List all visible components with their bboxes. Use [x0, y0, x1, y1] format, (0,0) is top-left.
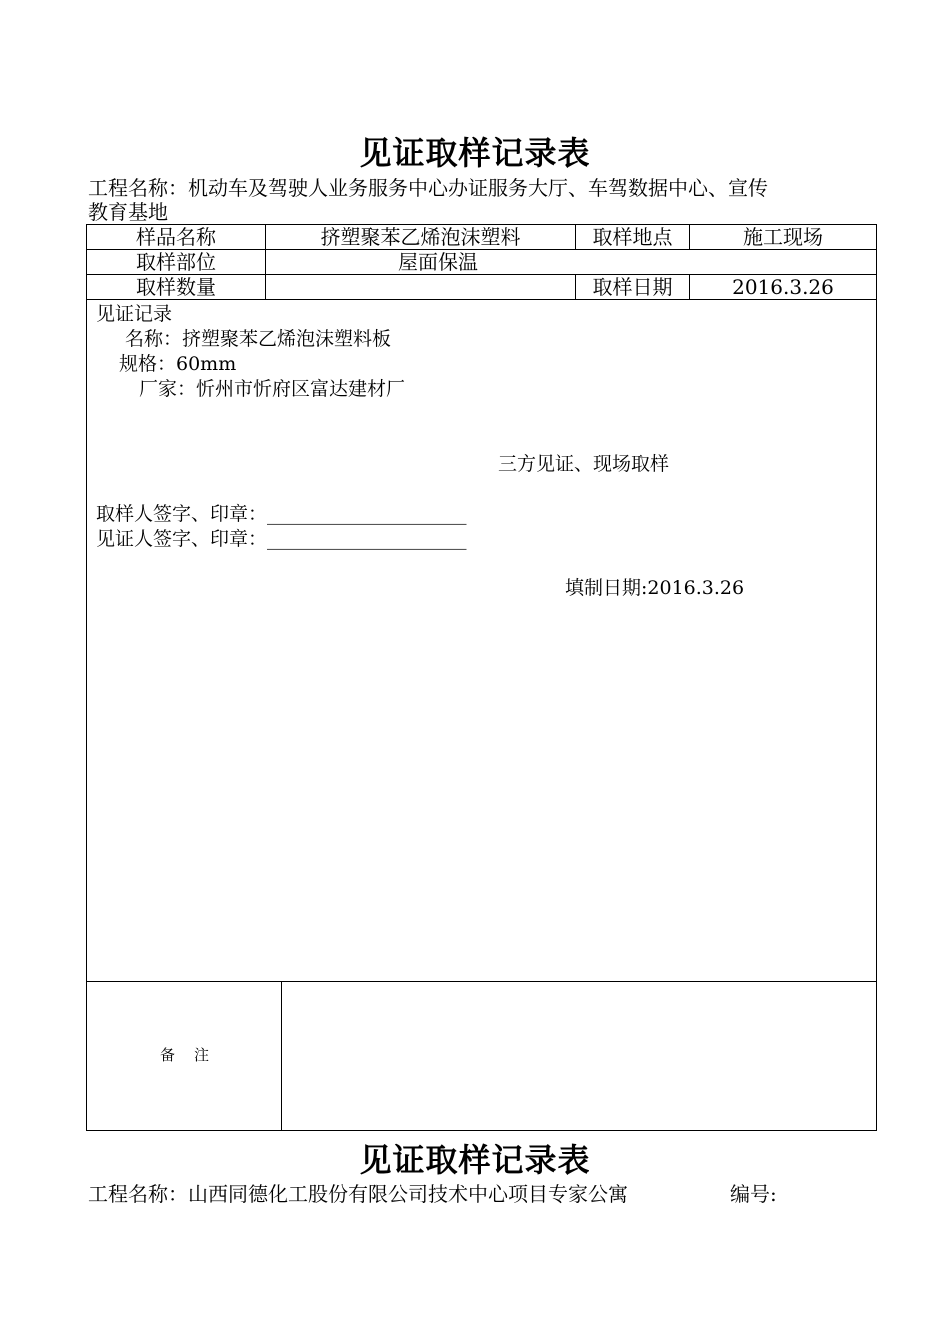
- witness-record-heading: 见证记录: [96, 303, 173, 325]
- material-spec-line: 规格：60mm: [119, 353, 237, 375]
- material-name-line: 名称：挤塑聚苯乙烯泡沫塑料板: [125, 328, 392, 350]
- sampler-signature-line: 取样人签字、印章：_____________________: [96, 503, 467, 525]
- sampling-location-label: 取样地点: [576, 225, 690, 250]
- sampling-date-label: 取样日期: [576, 275, 690, 300]
- sampling-part-label: 取样部位: [87, 250, 266, 275]
- number-label: 编号:: [730, 1182, 777, 1206]
- sampling-quantity-value: [266, 275, 576, 300]
- witness-signature-line: 见证人签字、印章：_____________________: [96, 528, 467, 550]
- witness-record-box: [86, 300, 877, 982]
- project-name-line-2: 教育基地: [88, 200, 168, 224]
- form-title-2: 见证取样记录表: [359, 1141, 591, 1179]
- witness-note: 三方见证、现场取样: [498, 453, 670, 475]
- sampling-date-value: 2016.3.26: [690, 275, 877, 300]
- project-name-line-1: 工程名称：机动车及驾驶人业务服务中心办证服务大厅、车驾数据中心、宣传: [88, 176, 768, 200]
- sampling-part-value: 屋面保温: [266, 250, 877, 275]
- form-title: 见证取样记录表: [359, 134, 591, 172]
- project-name-line-form2: 工程名称：山西同德化工股份有限公司技术中心项目专家公寓: [88, 1182, 628, 1206]
- table-row: [87, 225, 877, 250]
- sample-name-label: 样品名称: [87, 225, 266, 250]
- table-row: [87, 275, 877, 300]
- table-row: [87, 250, 877, 275]
- fill-date: 填制日期:2016.3.26: [565, 577, 745, 599]
- sampling-location-value: 施工现场: [690, 225, 877, 250]
- manufacturer-line: 厂家：忻州市忻府区富达建材厂: [139, 378, 406, 400]
- remarks-label: 备 注: [159, 1046, 210, 1064]
- remarks-box: [86, 981, 877, 1131]
- sampling-quantity-label: 取样数量: [87, 275, 266, 300]
- sample-name-value: 挤塑聚苯乙烯泡沫塑料: [266, 225, 576, 250]
- sample-info-table: [86, 224, 877, 300]
